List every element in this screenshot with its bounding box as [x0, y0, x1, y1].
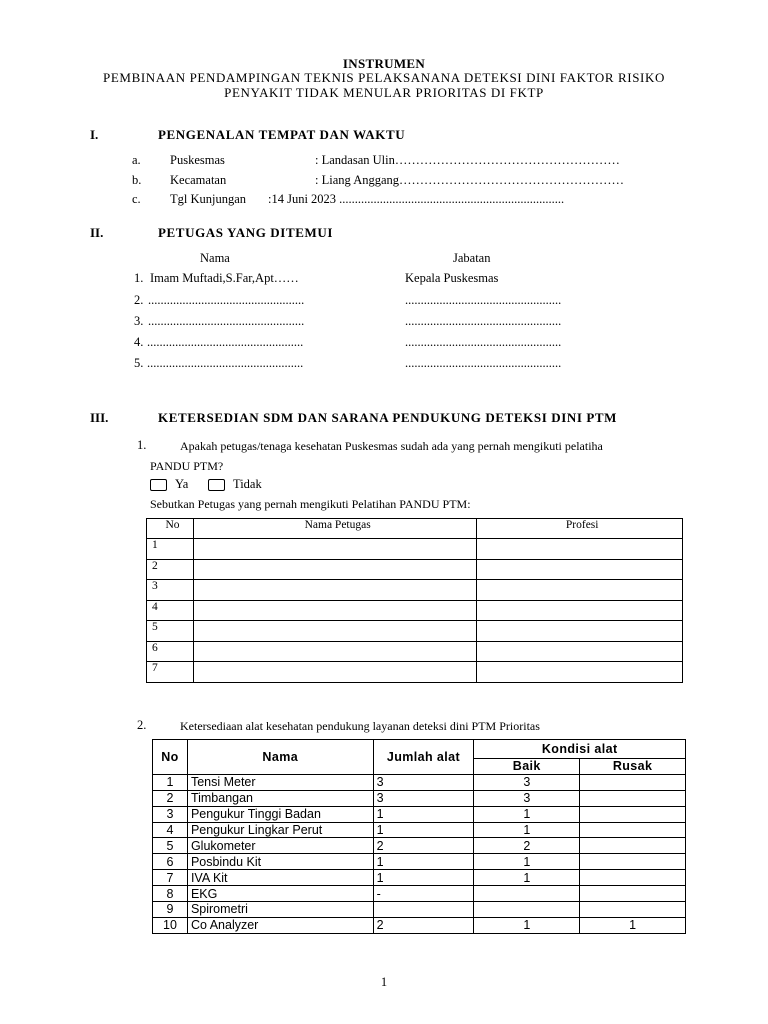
row-jumlah[interactable]: 3 [373, 774, 474, 790]
section-1-item-letter: b. [132, 173, 142, 187]
petugas-row-number: 1. [134, 271, 144, 285]
row-profesi[interactable] [477, 559, 683, 580]
header-jumlah-alat: Jumlah alat [373, 740, 474, 775]
row-baik[interactable] [474, 902, 580, 918]
row-rusak[interactable] [580, 838, 686, 854]
petugas-row-nama: .................................................. [148, 293, 305, 307]
header-rusak: Rusak [580, 759, 686, 775]
section-3-number: III. [90, 410, 109, 425]
puskesmas-value: : Landasan Ulin……………………………………………… [315, 153, 620, 167]
row-no: 6 [153, 854, 188, 870]
row-jumlah[interactable]: 3 [373, 790, 474, 806]
section-1-number: I. [90, 127, 99, 142]
row-nama-alat: Tensi Meter [187, 774, 373, 790]
row-jumlah[interactable]: 1 [373, 822, 474, 838]
row-nama-alat: Glukometer [187, 838, 373, 854]
row-no: 8 [153, 886, 188, 902]
row-baik[interactable]: 1 [474, 870, 580, 886]
row-baik[interactable]: 2 [474, 838, 580, 854]
row-jumlah[interactable]: 1 [373, 870, 474, 886]
header-nama-petugas: Nama Petugas [193, 519, 476, 539]
table-header-row [153, 740, 686, 759]
row-rusak[interactable] [580, 806, 686, 822]
row-jumlah[interactable]: - [373, 886, 474, 902]
row-rusak[interactable] [580, 774, 686, 790]
row-nama-alat: Pengukur Tinggi Badan [187, 806, 373, 822]
header-profesi: Profesi [477, 519, 683, 539]
table-row [147, 580, 683, 601]
row-profesi[interactable] [477, 539, 683, 560]
pelatihan-list-prompt: Sebutkan Petugas yang pernah mengikuti Pelatihan PANDU PTM: [150, 497, 471, 511]
header-kondisi-alat: Kondisi alat [474, 740, 686, 759]
row-rusak[interactable] [580, 886, 686, 902]
row-no: 7 [153, 870, 188, 886]
row-nama-alat: Spirometri [187, 902, 373, 918]
table-row [147, 600, 683, 621]
petugas-row-number: 4. [134, 335, 144, 349]
kecamatan-value: : Liang Anggang……………………………………………… [315, 173, 625, 187]
table-row [147, 559, 683, 580]
table-row [153, 790, 686, 806]
row-baik[interactable]: 1 [474, 854, 580, 870]
option-tidak[interactable] [208, 477, 262, 492]
row-baik[interactable]: 3 [474, 790, 580, 806]
row-nama-alat: Pengukur Lingkar Perut [187, 822, 373, 838]
petugas-row-jabatan: .................................................. [405, 293, 562, 307]
row-profesi[interactable] [477, 662, 683, 683]
petugas-row-nama: .................................................. [148, 314, 305, 328]
row-no: 5 [147, 621, 194, 642]
petugas-row-jabatan: .................................................. [405, 314, 562, 328]
row-profesi[interactable] [477, 580, 683, 601]
row-no: 3 [153, 806, 188, 822]
row-nama-petugas[interactable] [193, 662, 476, 683]
table-row [153, 838, 686, 854]
row-nama-petugas[interactable] [193, 600, 476, 621]
table-row [147, 662, 683, 683]
column-header-nama: Nama [200, 251, 230, 265]
row-rusak[interactable] [580, 854, 686, 870]
puskesmas-label: Puskesmas [170, 153, 225, 167]
petugas-row-nama: Imam Muftadi,S.Far,Apt…… [150, 271, 299, 285]
table-row [153, 774, 686, 790]
row-nama-alat: Co Analyzer [187, 917, 373, 933]
row-baik[interactable]: 1 [474, 822, 580, 838]
row-jumlah[interactable]: 1 [373, 806, 474, 822]
header-no: No [153, 740, 188, 775]
row-no: 9 [153, 902, 188, 918]
table-row [153, 806, 686, 822]
petugas-row-number: 5. [134, 356, 144, 370]
row-rusak[interactable]: 1 [580, 917, 686, 933]
row-rusak[interactable] [580, 902, 686, 918]
row-no: 10 [153, 917, 188, 933]
row-jumlah[interactable] [373, 902, 474, 918]
document-title: INSTRUMEN [342, 56, 426, 71]
petugas-row-nama: .................................................. [147, 356, 304, 370]
row-jumlah[interactable]: 2 [373, 917, 474, 933]
kecamatan-label: Kecamatan [170, 173, 227, 187]
section-1-item-letter: a. [132, 153, 141, 167]
row-nama-alat: Posbindu Kit [187, 854, 373, 870]
checkbox-ya[interactable] [150, 479, 167, 491]
row-nama-petugas[interactable] [193, 580, 476, 601]
row-rusak[interactable] [580, 822, 686, 838]
option-ya-label: Ya [175, 477, 189, 491]
row-no: 2 [147, 559, 194, 580]
row-nama-alat: EKG [187, 886, 373, 902]
header-nama: Nama [187, 740, 373, 775]
table-row [153, 886, 686, 902]
row-no: 7 [147, 662, 194, 683]
row-profesi[interactable] [477, 600, 683, 621]
row-no: 2 [153, 790, 188, 806]
petugas-row-jabatan: .................................................. [405, 335, 562, 349]
row-nama-alat: Timbangan [187, 790, 373, 806]
tgl-kunjungan-label: Tgl Kunjungan [170, 192, 247, 206]
question-2-number: 2. [137, 718, 147, 732]
row-baik[interactable] [474, 886, 580, 902]
row-no: 4 [147, 600, 194, 621]
petugas-row-nama: .................................................. [147, 335, 304, 349]
table-row [147, 539, 683, 560]
row-no: 5 [153, 838, 188, 854]
document-subtitle-line1: PEMBINAAN PENDAMPINGAN TEKNIS PELAKSANANA DETEKSI DINI FAKTOR RISIKO [103, 70, 665, 85]
question-2-text: Ketersediaan alat kesehatan pendukung layanan deteksi dini PTM Prioritas [180, 719, 540, 733]
row-no: 1 [147, 539, 194, 560]
document-subtitle-line2: PENYAKIT TIDAK MENULAR PRIORITAS DI FKTP [224, 85, 544, 100]
table-row [153, 854, 686, 870]
option-ya[interactable] [150, 477, 188, 492]
row-profesi[interactable] [477, 641, 683, 662]
table-row [147, 621, 683, 642]
checkbox-tidak[interactable] [208, 479, 225, 491]
alat-kesehatan-table [152, 739, 686, 934]
row-baik[interactable]: 1 [474, 917, 580, 933]
row-nama-petugas[interactable] [193, 621, 476, 642]
question-1-number: 1. [137, 438, 147, 452]
row-rusak[interactable] [580, 870, 686, 886]
table-row [147, 641, 683, 662]
petugas-row-number: 2. [134, 293, 144, 307]
table-header-row [147, 519, 683, 539]
table-row [153, 902, 686, 918]
row-nama-petugas[interactable] [193, 539, 476, 560]
row-nama-alat: IVA Kit [187, 870, 373, 886]
question-1-text-cont: PANDU PTM? [150, 459, 224, 473]
question-1-text: Apakah petugas/tenaga kesehatan Puskesmas sudah ada yang pernah mengikuti pelatiha [180, 439, 603, 453]
row-jumlah[interactable]: 1 [373, 854, 474, 870]
row-profesi[interactable] [477, 621, 683, 642]
pelatihan-table [146, 518, 683, 683]
row-jumlah[interactable]: 2 [373, 838, 474, 854]
petugas-row-jabatan: .................................................. [405, 356, 562, 370]
petugas-row-number: 3. [134, 314, 144, 328]
row-nama-petugas[interactable] [193, 559, 476, 580]
petugas-row-jabatan: Kepala Puskesmas [405, 271, 499, 285]
row-no: 3 [147, 580, 194, 601]
section-2-number: II. [90, 225, 104, 240]
header-baik: Baik [474, 759, 580, 775]
section-3-title: KETERSEDIAN SDM DAN SARANA PENDUKUNG DETEKSI DINI PTM [158, 410, 618, 425]
row-no: 6 [147, 641, 194, 662]
table-row [153, 917, 686, 933]
row-baik[interactable]: 3 [474, 774, 580, 790]
row-no: 1 [153, 774, 188, 790]
section-1-item-letter: c. [132, 192, 141, 206]
option-tidak-label: Tidak [233, 477, 262, 491]
row-baik[interactable]: 1 [474, 806, 580, 822]
page-number: 1 [380, 975, 388, 989]
table-row [153, 822, 686, 838]
header-no: No [147, 519, 194, 539]
row-rusak[interactable] [580, 790, 686, 806]
row-nama-petugas[interactable] [193, 641, 476, 662]
section-2-title: PETUGAS YANG DITEMUI [158, 225, 334, 240]
tgl-kunjungan-value: :14 Juni 2023 ........................................................................ [268, 192, 565, 206]
row-no: 4 [153, 822, 188, 838]
section-1-title: PENGENALAN TEMPAT DAN WAKTU [158, 127, 406, 142]
column-header-jabatan: Jabatan [453, 251, 491, 265]
table-row [153, 870, 686, 886]
